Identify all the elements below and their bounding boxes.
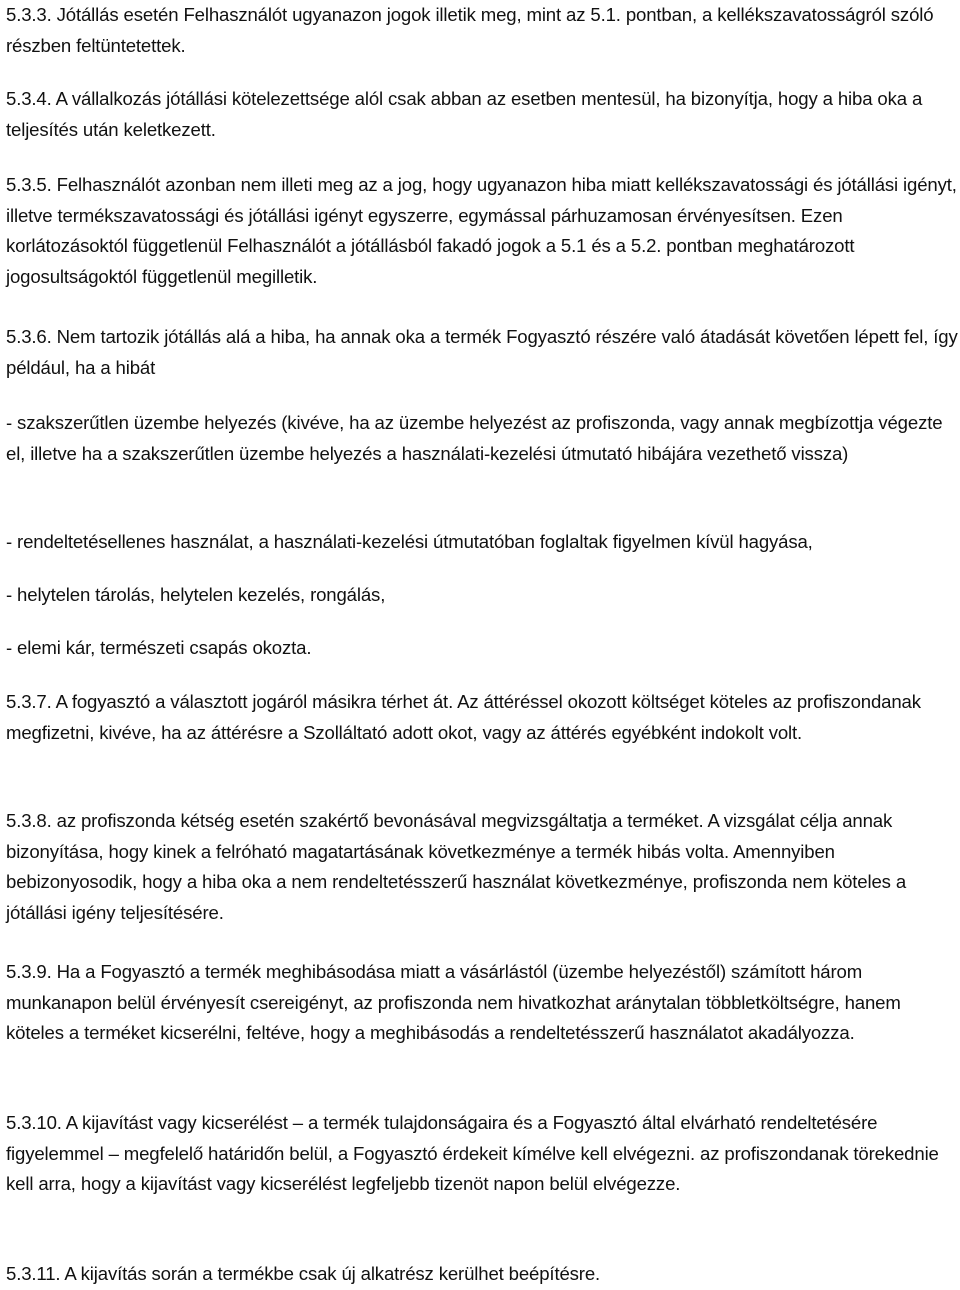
paragraph-text: 5.3.11. A kijavítás során a termékbe csak új alkatrész kerülhet beépítésre.	[6, 1263, 601, 1284]
paragraph-5-3-9	[6, 957, 958, 1049]
paragraph-text: 5.3.5. Felhasználót azonban nem illeti meg az a jog, hogy ugyanazon hiba miatt kellékszavatossági és jótállási igényt, illetve termékszavatossági és jótállási igényt egyszerre, egymással párhuzamosan érvényesítsen. Ezen korlátozásoktól függetlenül Felhasználót a jótállásból fakadó jogok a 5.1 és a 5.2. pontban meghatározott jogosultságoktól függetlenül megilletik.	[6, 174, 957, 287]
paragraph-5-3-7	[6, 687, 958, 748]
paragraph-5-3-11	[6, 1259, 958, 1290]
list-item-installation	[6, 408, 958, 469]
paragraph-text: 5.3.10. A kijavítást vagy kicserélést – a termék tulajdonságaira és a Fogyasztó által elvárható rendeltetésére figyelemmel – megfelelő határidőn belül, a Fogyasztó érdekeit kímélve kell elvégezni. az profiszondanak törekednie kell arra, hogy a kijavítást vagy kicserélést legfeljebb tizenöt napon belül elvégezze.	[6, 1112, 939, 1195]
list-item-storage	[6, 580, 958, 611]
paragraph-text: - helytelen tárolás, helytelen kezelés, rongálás,	[6, 584, 386, 605]
paragraph-text: 5.3.4. A vállalkozás jótállási kötelezettsége alól csak abban az esetben mentesül, ha bizonyítja, hogy a hiba oka a teljesítés után keletkezett.	[6, 88, 923, 140]
paragraph-5-3-4	[6, 84, 958, 145]
paragraph-5-3-3	[6, 0, 958, 61]
paragraph-text: - szakszerűtlen üzembe helyezés (kivéve, ha az üzembe helyezést az profiszonda, vagy annak megbízottja végezte el, illetve ha a szakszerűtlen üzembe helyezés a használati-kezelési útmutató hibájára vezethető vissza)	[6, 412, 943, 464]
list-item-natural-disaster	[6, 633, 958, 664]
paragraph-text: - rendeltetésellenes használat, a használati-kezelési útmutatóban foglaltak figyelmen kívül hagyása,	[6, 531, 813, 552]
paragraph-text: 5.3.3. Jótállás esetén Felhasználót ugyanazon jogok illetik meg, mint az 5.1. pontban, a kellékszavatosságról szóló részben feltüntetettek.	[6, 4, 934, 56]
list-item-misuse	[6, 527, 958, 558]
paragraph-text: 5.3.9. Ha a Fogyasztó a termék meghibásodása miatt a vásárlástól (üzembe helyezéstől) számított három munkanapon belül érvényesít csereigényt, az profiszonda nem hivatkozhat aránytalan többletköltségre, hanem köteles a terméket kicserélni, feltéve, hogy a meghibásodás a rendeltetésszerű használatot akadályozza.	[6, 961, 901, 1044]
paragraph-text: 5.3.8. az profiszonda kétség esetén szakértő bevonásával megvizsgáltatja a terméket. A vizsgálat célja annak bizonyítása, hogy kinek a felróható magatartásának következménye a termék hibás volta. Amennyiben bebizonyosodik, hogy a hiba oka a nem rendeltetésszerű használat következménye, profiszonda nem köteles a jótállási igény teljesítésére.	[6, 810, 907, 923]
paragraph-text: 5.3.7. A fogyasztó a választott jogáról másikra térhet át. Az áttéréssel okozott költséget köteles az profiszondanak megfizetni, kivéve, ha az áttérésre a Szolláltató adott okot, vagy az áttérés egyébként indokolt volt.	[6, 691, 921, 743]
paragraph-text: 5.3.6. Nem tartozik jótállás alá a hiba, ha annak oka a termék Fogyasztó részére való átadását követően lépett fel, így például, ha a hibát	[6, 326, 958, 378]
paragraph-text: - elemi kár, természeti csapás okozta.	[6, 637, 312, 658]
paragraph-5-3-6	[6, 322, 958, 383]
paragraph-5-3-8	[6, 806, 958, 928]
paragraph-5-3-10	[6, 1108, 958, 1200]
paragraph-5-3-5	[6, 170, 958, 292]
